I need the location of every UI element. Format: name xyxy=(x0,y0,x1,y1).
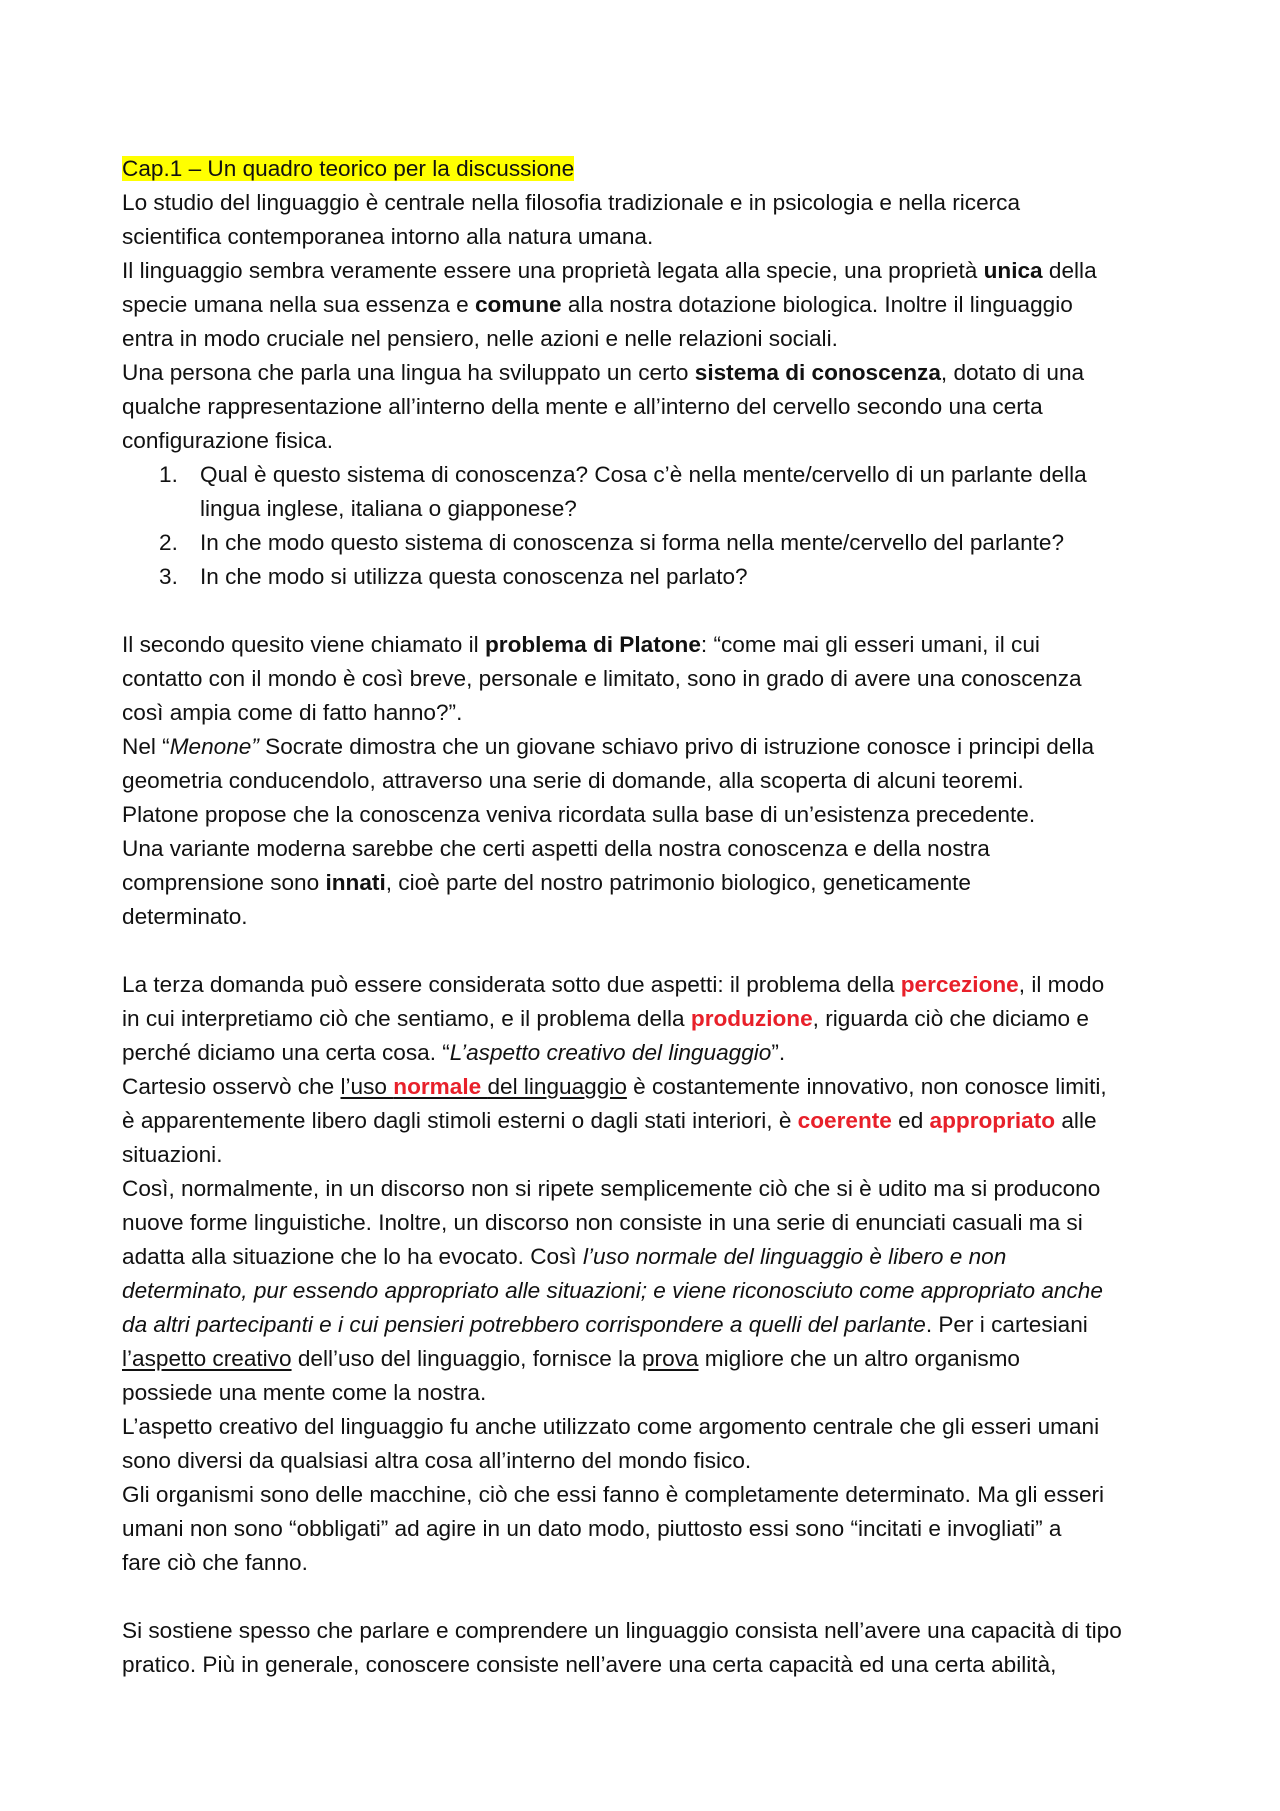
list-number: 3. xyxy=(159,564,178,589)
list-item: 1. Qual è questo sistema di conoscenza? Cosa c’è nella mente/cervello di un parlante della xyxy=(122,458,1170,492)
paragraph-gap xyxy=(122,594,1170,628)
italic-passage: determinato, pur essendo appropriato alle situazioni; e viene riconosciuto come appropriato anche xyxy=(122,1278,1103,1303)
paragraph-line: Una persona che parla una lingua ha sviluppato un certo sistema di conoscenza, dotato di una xyxy=(122,360,1085,385)
list-item: 3. In che modo si utilizza questa conoscenza nel parlato? xyxy=(122,560,1170,594)
list-number: 1. xyxy=(159,462,178,487)
paragraph-line: Il secondo quesito viene chiamato il problema di Platone: “come mai gli esseri umani, il cui xyxy=(122,632,1040,657)
chapter-heading: Cap.1 – Un quadro teorico per la discussione xyxy=(122,156,575,181)
paragraph-line: è apparentemente libero dagli stimoli esterni o dagli stati interiori, è coerente ed appropriato alle xyxy=(122,1108,1097,1133)
paragraph-line: configurazione fisica. xyxy=(122,428,333,453)
paragraph-line: Così, normalmente, in un discorso non si ripete semplicemente ciò che si è udito ma si producono xyxy=(122,1176,1101,1201)
bold-term: sistema di conoscenza xyxy=(694,360,941,385)
paragraph-line: entra in modo cruciale nel pensiero, nelle azioni e nelle relazioni sociali. xyxy=(122,326,838,351)
paragraph-line: situazioni. xyxy=(122,1142,223,1167)
paragraph-line: sono diversi da qualsiasi altra cosa all’interno del mondo fisico. xyxy=(122,1448,752,1473)
paragraph-line: determinato. xyxy=(122,904,248,929)
italic-passage: da altri partecipanti e i cui pensieri potrebbero corrispondere a quelli del parlante xyxy=(122,1312,926,1337)
paragraph-line: comprensione sono innati, cioè parte del nostro patrimonio biologico, geneticamente xyxy=(122,870,971,895)
bold-term: innati xyxy=(325,870,386,895)
paragraph-line: specie umana nella sua essenza e comune alla nostra dotazione biologica. Inoltre il linguaggio xyxy=(122,292,1073,317)
underlined-phrase: l’aspetto creativo xyxy=(122,1346,292,1371)
bold-term: comune xyxy=(474,292,562,317)
paragraph-line: l’aspetto creativo dell’uso del linguaggio, fornisce la prova migliore che un altro organismo xyxy=(122,1346,1021,1371)
paragraph-line: Lo studio del linguaggio è centrale nella filosofia tradizionale e in psicologia e nella ricerca xyxy=(122,190,1021,215)
underlined-phrase: l’uso normale del linguaggio xyxy=(340,1074,627,1099)
paragraph-line: Gli organismi sono delle macchine, ciò che essi fanno è completamente determinato. Ma gli esseri xyxy=(122,1482,1105,1507)
paragraph-line: pratico. Più in generale, conoscere consiste nell’avere una certa capacità ed una certa abilità, xyxy=(122,1652,1057,1677)
paragraph-line: perché diciamo una certa cosa. “L’aspetto creativo del linguaggio”. xyxy=(122,1040,786,1065)
paragraph-line: possiede una mente come la nostra. xyxy=(122,1380,487,1405)
paragraph-line: da altri partecipanti e i cui pensieri potrebbero corrispondere a quelli del parlante. Per i cartesiani xyxy=(122,1312,1088,1337)
red-term: appropriato xyxy=(929,1108,1056,1133)
paragraph-line: qualche rappresentazione all’interno della mente e all’interno del cervello secondo una certa xyxy=(122,394,1043,419)
paragraph-line: adatta alla situazione che lo ha evocato. Così l’uso normale del linguaggio è libero e non xyxy=(122,1244,1007,1269)
paragraph-line: così ampia come di fatto hanno?”. xyxy=(122,700,463,725)
list-item: 2. In che modo questo sistema di conoscenza si forma nella mente/cervello del parlante? xyxy=(122,526,1170,560)
paragraph-line: nuove forme linguistiche. Inoltre, un discorso non consiste in una serie di enunciati casuali ma si xyxy=(122,1210,1083,1235)
paragraph-line: La terza domanda può essere considerata sotto due aspetti: il problema della percezione, il modo xyxy=(122,972,1105,997)
red-term: produzione xyxy=(690,1006,813,1031)
paragraph-gap xyxy=(122,934,1170,968)
paragraph-line: geometria conducendolo, attraverso una serie di domande, alla scoperta di alcuni teoremi. xyxy=(122,768,1024,793)
list-item-continuation: lingua inglese, italiana o giapponese? xyxy=(200,496,577,521)
paragraph-line: Il linguaggio sembra veramente essere una proprietà legata alla specie, una proprietà unica della xyxy=(122,258,1097,283)
paragraph-line: scientifica contemporanea intorno alla natura umana. xyxy=(122,224,654,249)
list-number: 2. xyxy=(159,530,178,555)
red-term: coerente xyxy=(797,1108,892,1133)
paragraph-line: Nel “Menone” Socrate dimostra che un giovane schiavo privo di istruzione conosce i principi della xyxy=(122,734,1095,759)
red-term: normale xyxy=(393,1074,488,1099)
italic-quote: L’aspetto creativo del linguaggio xyxy=(449,1040,772,1065)
red-term: percezione xyxy=(900,972,1019,997)
paragraph-line: in cui interpretiamo ciò che sentiamo, e il problema della produzione, riguarda ciò che diciamo e xyxy=(122,1006,1089,1031)
italic-title: Menone” xyxy=(169,734,259,759)
paragraph-line: Si sostiene spesso che parlare e comprendere un linguaggio consista nell’avere una capacità di tipo xyxy=(122,1618,1122,1643)
italic-passage: l’uso normale del linguaggio è libero e non xyxy=(582,1244,1007,1269)
paragraph-line: fare ciò che fanno. xyxy=(122,1550,308,1575)
paragraph-line: L’aspetto creativo del linguaggio fu anche utilizzato come argomento centrale che gli esseri umani xyxy=(122,1414,1100,1439)
paragraph-gap xyxy=(122,1580,1170,1614)
paragraph-line: contatto con il mondo è così breve, personale e limitato, sono in grado di avere una conoscenza xyxy=(122,666,1082,691)
paragraph-line: umani non sono “obbligati” ad agire in un dato modo, piuttosto essi sono “incitati e invogliati” a xyxy=(122,1516,1062,1541)
bold-term: unica xyxy=(983,258,1043,283)
bold-term: problema di Platone xyxy=(484,632,701,657)
paragraph-line: Una variante moderna sarebbe che certi aspetti della nostra conoscenza e della nostra xyxy=(122,836,990,861)
paragraph-line: Cartesio osservò che l’uso normale del linguaggio è costantemente innovativo, non conosce limiti, xyxy=(122,1074,1107,1099)
underlined-phrase: prova xyxy=(641,1346,699,1371)
paragraph-line: Platone propose che la conoscenza veniva ricordata sulla base di un’esistenza precedente. xyxy=(122,802,1036,827)
